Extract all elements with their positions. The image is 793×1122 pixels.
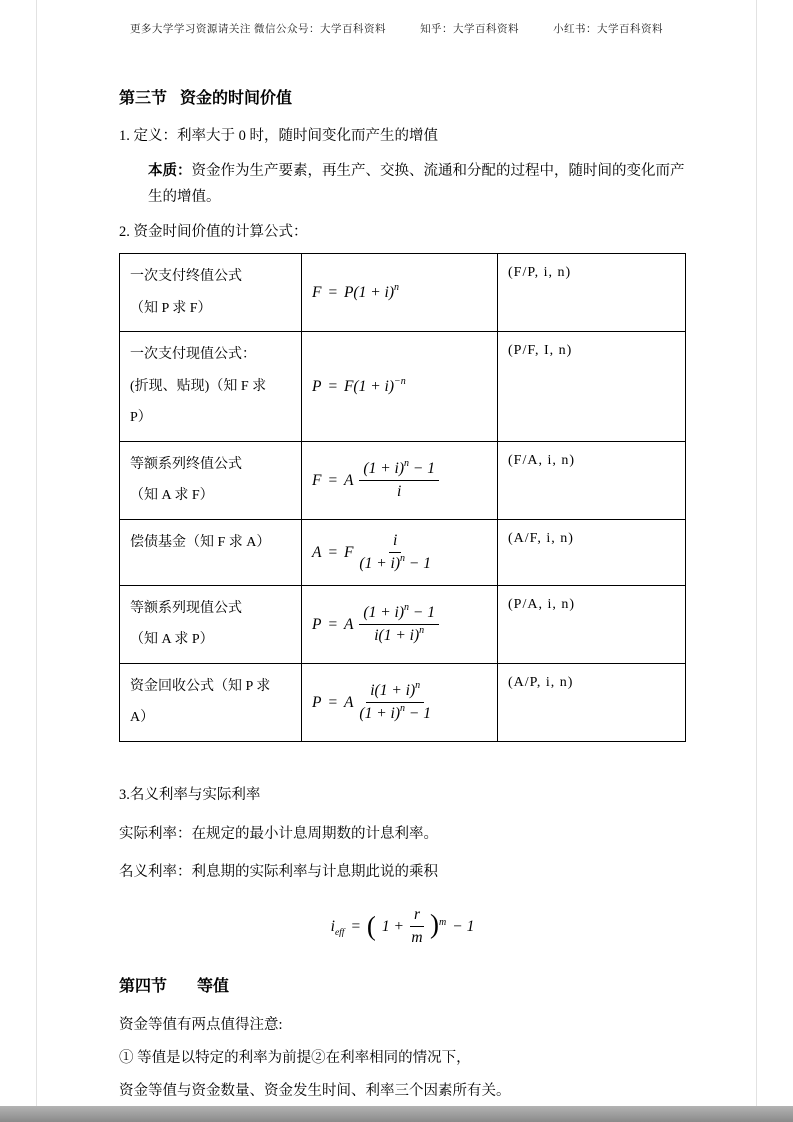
equivalence-intro-line: 资金等值有两点值得注意: [119, 1017, 283, 1034]
notation-cell: (P/A, i, n) [498, 585, 686, 663]
formula-name-line: （知 P 求 F） [130, 300, 212, 316]
formula-name-cell [120, 332, 302, 442]
formula-name-line: A） [130, 710, 155, 726]
document-body [119, 86, 686, 1113]
nominal-rates-heading: 3.名义利率与实际利率 [119, 786, 261, 803]
formula-name-line: 偿债基金（知 F 求 A） [130, 534, 271, 550]
formula-name-cell [120, 519, 302, 585]
formula-name-line: (折现、贴现)（知 F 求 [130, 378, 267, 394]
notation-cell: (F/A, i, n) [498, 441, 686, 519]
formula-name-cell [120, 441, 302, 519]
formula-cell [302, 519, 498, 585]
formula-name-line: （知 A 求 P） [130, 632, 214, 648]
left-paren: ( [366, 911, 376, 942]
formula-name-line: 一次支付现值公式： [130, 347, 256, 363]
definition-line: 1. 定义：利率大于 0 时，随时间变化而产生的增值 [119, 128, 438, 145]
formula-name-line: P） [130, 410, 152, 426]
table-row [120, 254, 686, 332]
nominal-rate-line: 名义利率：利息期的实际利率与计息期此说的乘积 [119, 863, 438, 880]
page-right-edge [756, 0, 757, 1106]
equivalence-point-line: ① 等值是以特定的利率为前提②在利率相同的情况下， [119, 1050, 471, 1067]
header-source-xiaohongshu: 小红书：大学百科资料 [553, 24, 664, 35]
formula-name-line: 等额系列终值公式 [130, 456, 242, 472]
formula-name-line: （知 A 求 F） [130, 488, 214, 504]
essence-label: 本质： [148, 163, 192, 180]
right-paren: ) [430, 908, 440, 939]
section4-title-number: 第四节 [119, 977, 168, 995]
notation-cell: (A/P, i, n) [498, 663, 686, 741]
formula-name-cell [120, 663, 302, 741]
notation-cell: (P/F, I, n) [498, 332, 686, 442]
header-source-zhihu: 知乎：大学百科资料 [420, 24, 520, 35]
section-nominal-rates [119, 784, 686, 948]
math-formula: P = $F(1 + i)^{-n}$ [312, 375, 406, 395]
section3-title-number: 第三节 [119, 90, 168, 107]
fraction: $\frac{i(1 + i)^n}{(1 + i)^n - 1}$ [359, 679, 431, 722]
equivalence-factors-line: 资金等值与资金数量、资金发生时间、利率三个因素所有关。 [119, 1083, 511, 1100]
section3-title-text: 资金的时间价值 [180, 90, 293, 107]
formula-name-line: 等额系列现值公式 [130, 600, 242, 616]
table-row [120, 663, 686, 741]
formula-name-cell [120, 254, 302, 332]
formula-cell [302, 585, 498, 663]
math-formula: F = $P(1 + i)^n$ [312, 281, 399, 302]
essence-paragraph [119, 158, 686, 210]
formula-cell [302, 254, 498, 332]
fraction: $\frac{(1 + i)^n - 1}{i(1 + i)^n}$ [359, 603, 439, 646]
header-source-wechat: 更多大学学习资源请关注 微信公众号：大学百科资料 [129, 24, 387, 35]
formula-cell [302, 332, 498, 442]
notation-cell: (A/F, i, n) [498, 519, 686, 585]
formula-name-line: 资金回收公式（知 P 求 [130, 678, 271, 694]
table-row [120, 441, 686, 519]
effective-rate-formula: $i_{eff}$ = ( 1 + $\frac{r}{m}$ )$^m$ − 1 [331, 905, 475, 948]
formula-name-cell [120, 585, 302, 663]
section3-title [119, 86, 686, 112]
fraction: $\frac{(1 + i)^n - 1}{i}$ [359, 459, 439, 502]
fraction: $\frac{r}{m}$ [411, 905, 423, 946]
formula-cell [302, 663, 498, 741]
time-value-formula-table [119, 253, 686, 742]
math-formula: P = A $\frac{i(1 + i)^n}{(1 + i)^n - 1}$ [312, 681, 431, 724]
math-formula: A = F $\frac{i}{(1 + i)^n - 1}$ [312, 531, 431, 574]
formula-list-line: 2. 资金时间价值的计算公式： [119, 223, 308, 240]
table-row [120, 332, 686, 442]
math-formula: F = A $\frac{(1 + i)^n - 1}{i}$ [312, 459, 439, 502]
document-header [0, 21, 793, 36]
page-left-edge [36, 0, 37, 1106]
section4-title-text: 等值 [197, 977, 230, 995]
math-formula: P = A $\frac{(1 + i)^n - 1}{i(1 + i)^n}$ [312, 603, 439, 646]
formula-cell [302, 441, 498, 519]
page-bottom-edge [0, 1106, 793, 1122]
essence-text: 资金作为生产要素，再生产、交换、流通和分配的过程中，随时间的变化而产生的增值。 [148, 163, 685, 206]
effective-rate-line: 实际利率：在规定的最小计息周期数的计息利率。 [119, 825, 438, 842]
effective-rate-formula-row [119, 905, 686, 948]
table-row [120, 585, 686, 663]
section4-title [119, 974, 686, 1000]
notation-cell: (F/P, i, n) [498, 254, 686, 332]
fraction: $\frac{i}{(1 + i)^n - 1}$ [359, 531, 431, 572]
formula-name-line: 一次支付终值公式 [130, 269, 242, 285]
table-row [120, 519, 686, 585]
